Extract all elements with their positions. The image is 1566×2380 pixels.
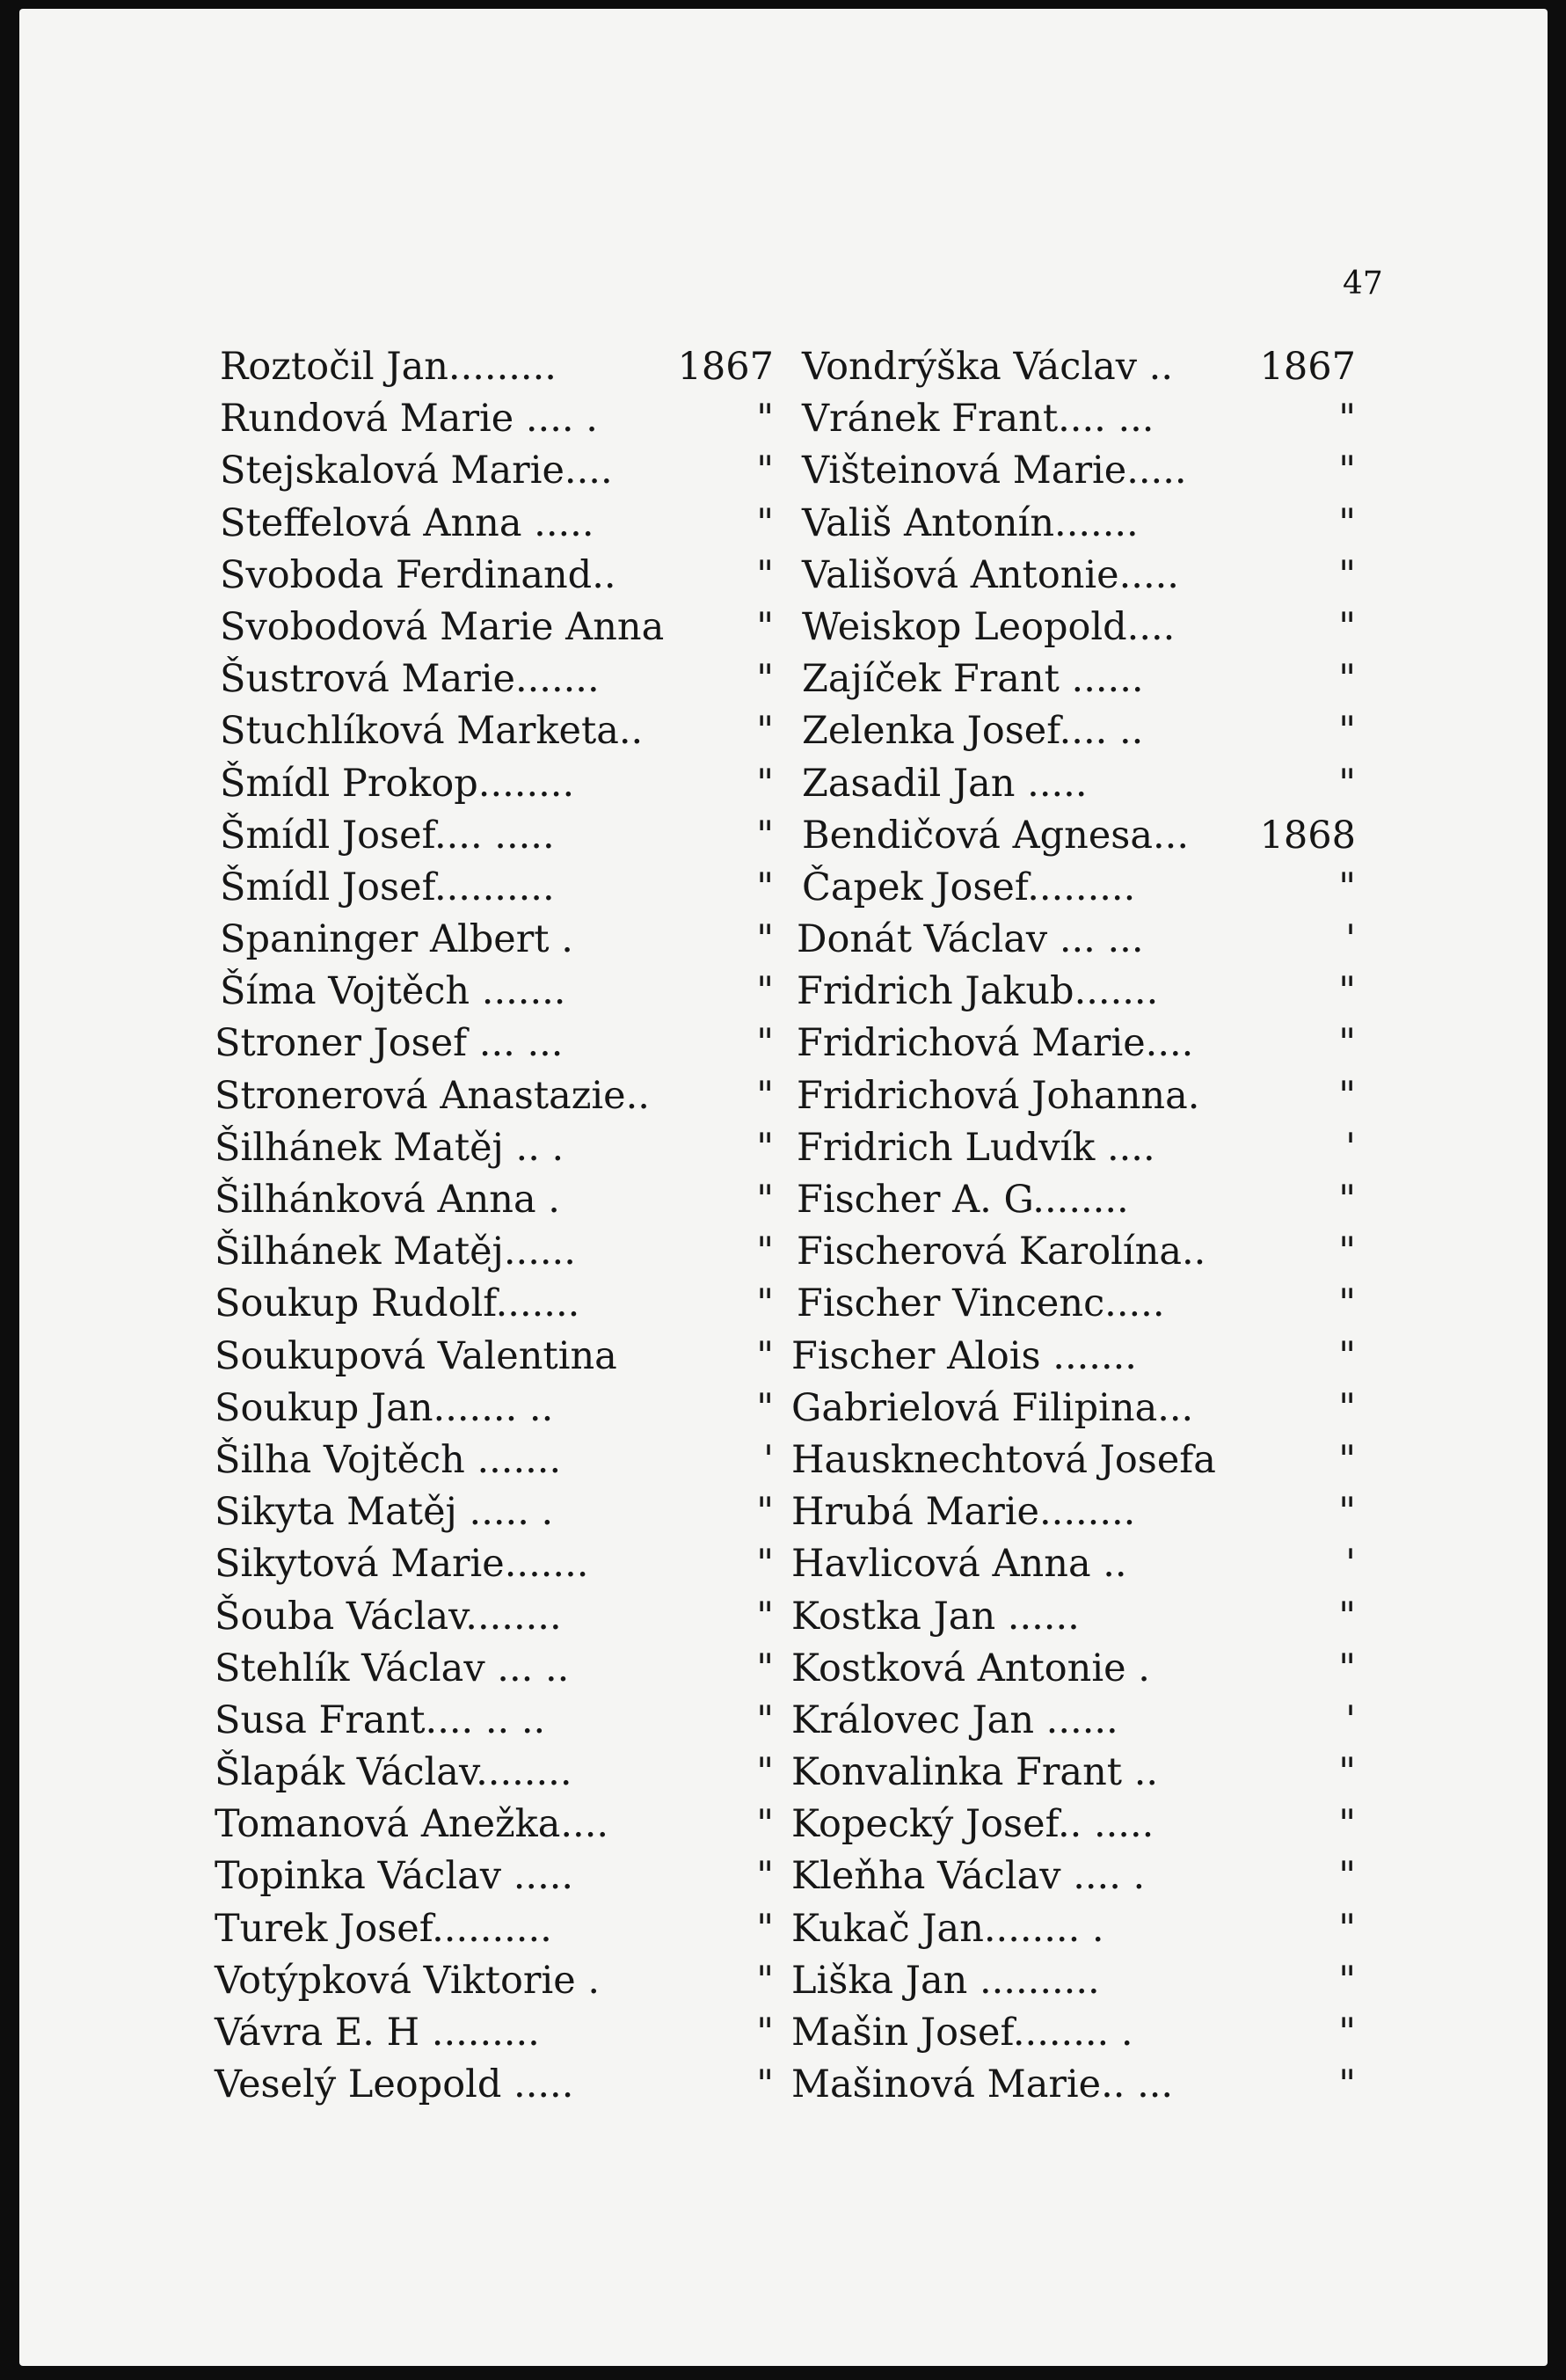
entry-year-mark: " [1338,1854,1356,1899]
list-item [215,1226,783,1278]
entry-year-mark: " [1338,1073,1356,1118]
list-item [215,1383,783,1435]
entry-name: Fridrichová Johanna. [797,1073,1200,1118]
list-item [802,550,1365,602]
entry-name: Šíma Vojtěch ....... [220,969,566,1014]
list-item [220,602,783,653]
entry-name: Susa Frant.... .. .. [215,1697,546,1742]
list-item [220,498,783,550]
entry-year-mark: " [1338,1230,1356,1274]
entry-year-mark: " [756,500,774,545]
entry-name: Vališová Antonie..... [802,552,1179,597]
list-item [215,1331,783,1383]
entry-name: Šouba Václav........ [215,1594,562,1639]
list-item [797,1174,1365,1226]
list-item [220,341,783,393]
list-item [215,1799,783,1851]
entry-name: Vondrýška Václav .. [802,345,1174,389]
entry-name: Weiskop Leopold.... [802,604,1176,649]
entry-name: Vránek Frant.... ... [802,397,1154,442]
list-item [220,393,783,445]
entry-year-mark: " [1338,1646,1356,1690]
list-item [220,758,783,810]
entry-name: Kleňha Václav .... . [791,1854,1146,1899]
entry-name: Rundová Marie .... . [220,397,598,442]
entry-name: Stehlík Václav ... .. [215,1646,570,1690]
list-item [215,1955,783,2007]
entry-year-mark: " [756,813,774,858]
entry-name: Fridrich Ludvík .... [797,1125,1155,1170]
list-item [215,1070,783,1122]
list-item [797,914,1365,966]
entry-name: Fridrich Jakub....... [797,969,1159,1014]
entry-year-mark: " [756,1906,774,1951]
entry-name: Svobodová Marie Anna [220,604,665,649]
entry-year-mark: " [756,1333,774,1378]
list-item [215,1174,783,1226]
entry-year-mark: " [756,917,774,962]
entry-year-mark: 1867 [1259,345,1356,389]
list-item [215,1278,783,1330]
list-item [791,1383,1365,1435]
list-item [791,1538,1365,1590]
list-item [215,1122,783,1174]
entry-year-mark: " [1338,709,1356,754]
list-item [802,758,1365,810]
list-item [215,1435,783,1486]
entry-name: Šmídl Prokop........ [220,761,575,806]
entry-name: Kukač Jan........ . [791,1906,1104,1951]
list-item [791,1955,1365,2007]
list-item [791,1591,1365,1643]
list-item [791,1331,1365,1383]
list-item [220,653,783,705]
list-item [220,810,783,862]
entry-name: Královec Jan ...... [791,1697,1118,1742]
entry-name: Votýpková Viktorie . [215,1958,600,2003]
entry-name: Zasadil Jan ..... [802,761,1088,806]
list-item [797,1018,1365,1070]
entry-name: Šlapák Václav........ [215,1750,572,1795]
entry-year-mark: " [756,604,774,649]
entry-name: Steffelová Anna ..... [220,500,594,545]
entry-year-mark: " [756,1697,774,1742]
list-item [797,1278,1365,1330]
entry-year-mark: " [1338,1750,1356,1795]
entry-year-mark: " [756,1021,774,1066]
entry-year-mark: " [1338,761,1356,806]
list-item [220,914,783,966]
entry-name: Zajíček Frant ...... [802,657,1144,702]
entry-year-mark: 1868 [1259,813,1356,858]
entry-year-mark: " [756,969,774,1014]
entry-name: Mašin Josef........ . [791,2011,1133,2055]
entry-name: Turek Josef.......... [215,1906,552,1951]
list-item [802,862,1365,914]
entry-name: Bendičová Agnesa... [802,813,1190,858]
list-item [215,1695,783,1747]
list-item [791,1486,1365,1538]
list-item [215,1018,783,1070]
entry-name: Svoboda Ferdinand.. [220,552,616,597]
entry-name: Hrubá Marie........ [791,1490,1136,1535]
entry-year-mark: 1867 [677,345,774,389]
list-item [791,2007,1365,2059]
list-item [215,2059,783,2111]
entry-year-mark: " [756,1594,774,1639]
entry-year-mark: " [756,657,774,702]
list-item [791,1903,1365,1955]
entry-year-mark: " [756,865,774,909]
page-number: 47 [1343,266,1383,302]
entry-name: Havlicová Anna .. [791,1542,1127,1587]
list-item [791,1695,1365,1747]
list-item [215,1903,783,1955]
list-item [802,445,1365,497]
entry-year-mark: " [756,2062,774,2107]
entry-name: Sikytová Marie....... [215,1542,589,1587]
list-item [220,550,783,602]
entry-year-mark: " [756,709,774,754]
entry-year-mark: " [1338,449,1356,493]
entry-year-mark: " [756,1542,774,1587]
list-item [802,810,1365,862]
entry-year-mark: " [1338,657,1356,702]
entry-name: Sikyta Matěj ..... . [215,1490,554,1535]
entry-name: Šmídl Josef.... ..... [220,813,555,858]
entry-year-mark: " [756,2011,774,2055]
list-item [797,1122,1365,1174]
entry-name: Tomanová Anežka.... [215,1802,609,1847]
list-item [802,705,1365,757]
list-item [791,1435,1365,1486]
list-item [215,1591,783,1643]
right-column [791,341,1365,2111]
entry-year-mark: " [1338,552,1356,597]
entry-name: Fischer Alois ....... [791,1333,1137,1378]
list-item [802,341,1365,393]
entry-year-mark: " [1338,500,1356,545]
entry-name: Donát Václav ... ... [797,917,1144,962]
list-item [220,445,783,497]
entry-name: Liška Jan .......... [791,1958,1100,2003]
entry-year-mark: " [1338,969,1356,1014]
list-item [802,498,1365,550]
entry-year-mark: " [756,1802,774,1847]
list-item [791,1747,1365,1799]
list-item [802,653,1365,705]
list-item [215,1747,783,1799]
entry-year-mark: " [1338,1178,1356,1222]
entry-name: Šustrová Marie....... [220,657,600,702]
entry-name: Fischer Vincenc..... [797,1281,1165,1326]
list-item [220,966,783,1018]
entry-year-mark: " [756,1281,774,1326]
entry-name: Soukup Jan....... .. [215,1385,554,1430]
entry-year-mark: " [1338,1385,1356,1430]
entry-year-mark: " [1338,397,1356,442]
entry-name: Fischer A. G........ [797,1178,1129,1222]
entry-year-mark: " [756,1178,774,1222]
entry-name: Zelenka Josef.... .. [802,709,1144,754]
entry-name: Vališ Antonín....... [802,500,1139,545]
entry-year-mark: " [1338,1021,1356,1066]
entry-name: Fridrichová Marie.... [797,1021,1194,1066]
list-item [791,2059,1365,2111]
entry-year-mark: " [756,761,774,806]
entry-name: Hausknechtová Josefa [791,1437,1216,1482]
list-item [220,862,783,914]
entry-name: Spaninger Albert . [220,917,573,962]
list-item [791,1799,1365,1851]
entry-year-mark: " [756,1750,774,1795]
entry-year-mark: " [1338,604,1356,649]
entry-name: Stuchlíková Marketa.. [220,709,644,754]
entry-year-mark: " [756,1230,774,1274]
entry-name: Stroner Josef ... ... [215,1021,564,1066]
entry-name: Kopecký Josef.. ..... [791,1802,1154,1847]
list-item [215,1851,783,1902]
entry-name: Topinka Václav ..... [215,1854,574,1899]
entry-year-mark: " [1338,1281,1356,1326]
entry-year-mark: " [1338,1958,1356,2003]
list-item [802,602,1365,653]
list-item [791,1643,1365,1695]
entry-year-mark: ' [1345,1125,1356,1170]
entry-year-mark: " [1338,1906,1356,1951]
entry-year-mark: " [756,1125,774,1170]
entry-year-mark: ' [1345,1542,1356,1587]
entry-name: Šilhánek Matěj .. . [215,1125,564,1170]
entry-year-mark: " [756,1490,774,1535]
book-page [19,9,1548,2366]
entry-year-mark: " [1338,1437,1356,1482]
entry-name: Soukupová Valentina [215,1333,617,1378]
left-column [215,341,783,2111]
entry-name: Kostka Jan ...... [791,1594,1080,1639]
entry-name: Mašinová Marie.. ... [791,2062,1174,2107]
entry-year-mark: " [756,1646,774,1690]
entry-year-mark: ' [1345,917,1356,962]
list-item [791,1851,1365,1902]
list-item [797,1070,1365,1122]
entry-name: Šilhánková Anna . [215,1178,560,1222]
entry-name: Vávra E. H ......... [215,2011,540,2055]
list-item [215,2007,783,2059]
entry-year-mark: " [756,1854,774,1899]
entry-year-mark: " [1338,1490,1356,1535]
entry-year-mark: ' [1345,1697,1356,1742]
entry-year-mark: " [756,449,774,493]
entry-name: Gabrielová Filipina... [791,1385,1194,1430]
list-item [797,1226,1365,1278]
entry-year-mark: " [756,552,774,597]
entry-name: Veselý Leopold ..... [215,2062,574,2107]
entry-year-mark: " [1338,1594,1356,1639]
entry-name: Soukup Rudolf....... [215,1281,580,1326]
entry-name: Roztočil Jan......... [220,345,557,389]
entry-name: Višteinová Marie..... [802,449,1187,493]
list-item [802,393,1365,445]
entry-year-mark: " [1338,1333,1356,1378]
entry-name: Stejskalová Marie.... [220,449,613,493]
entry-year-mark: " [756,1958,774,2003]
list-item [797,966,1365,1018]
entry-name: Kostková Antonie . [791,1646,1150,1690]
entry-name: Čapek Josef......... [802,865,1136,909]
entry-name: Šilhánek Matěj...... [215,1230,576,1274]
entry-year-mark: " [756,397,774,442]
entry-year-mark: " [1338,2011,1356,2055]
entry-year-mark: ' [763,1437,774,1482]
entry-year-mark: " [1338,865,1356,909]
entry-name: Konvalinka Frant .. [791,1750,1159,1795]
entry-name: Šmídl Josef.......... [220,865,555,909]
list-item [220,705,783,757]
entry-year-mark: " [756,1073,774,1118]
entry-name: Fischerová Karolína.. [797,1230,1206,1274]
entry-year-mark: " [756,1385,774,1430]
entry-year-mark: " [1338,2062,1356,2107]
entry-name: Stronerová Anastazie.. [215,1073,650,1118]
entry-year-mark: " [1338,1802,1356,1847]
list-item [215,1486,783,1538]
list-item [215,1538,783,1590]
list-item [215,1643,783,1695]
entry-name: Šilha Vojtěch ....... [215,1437,562,1482]
